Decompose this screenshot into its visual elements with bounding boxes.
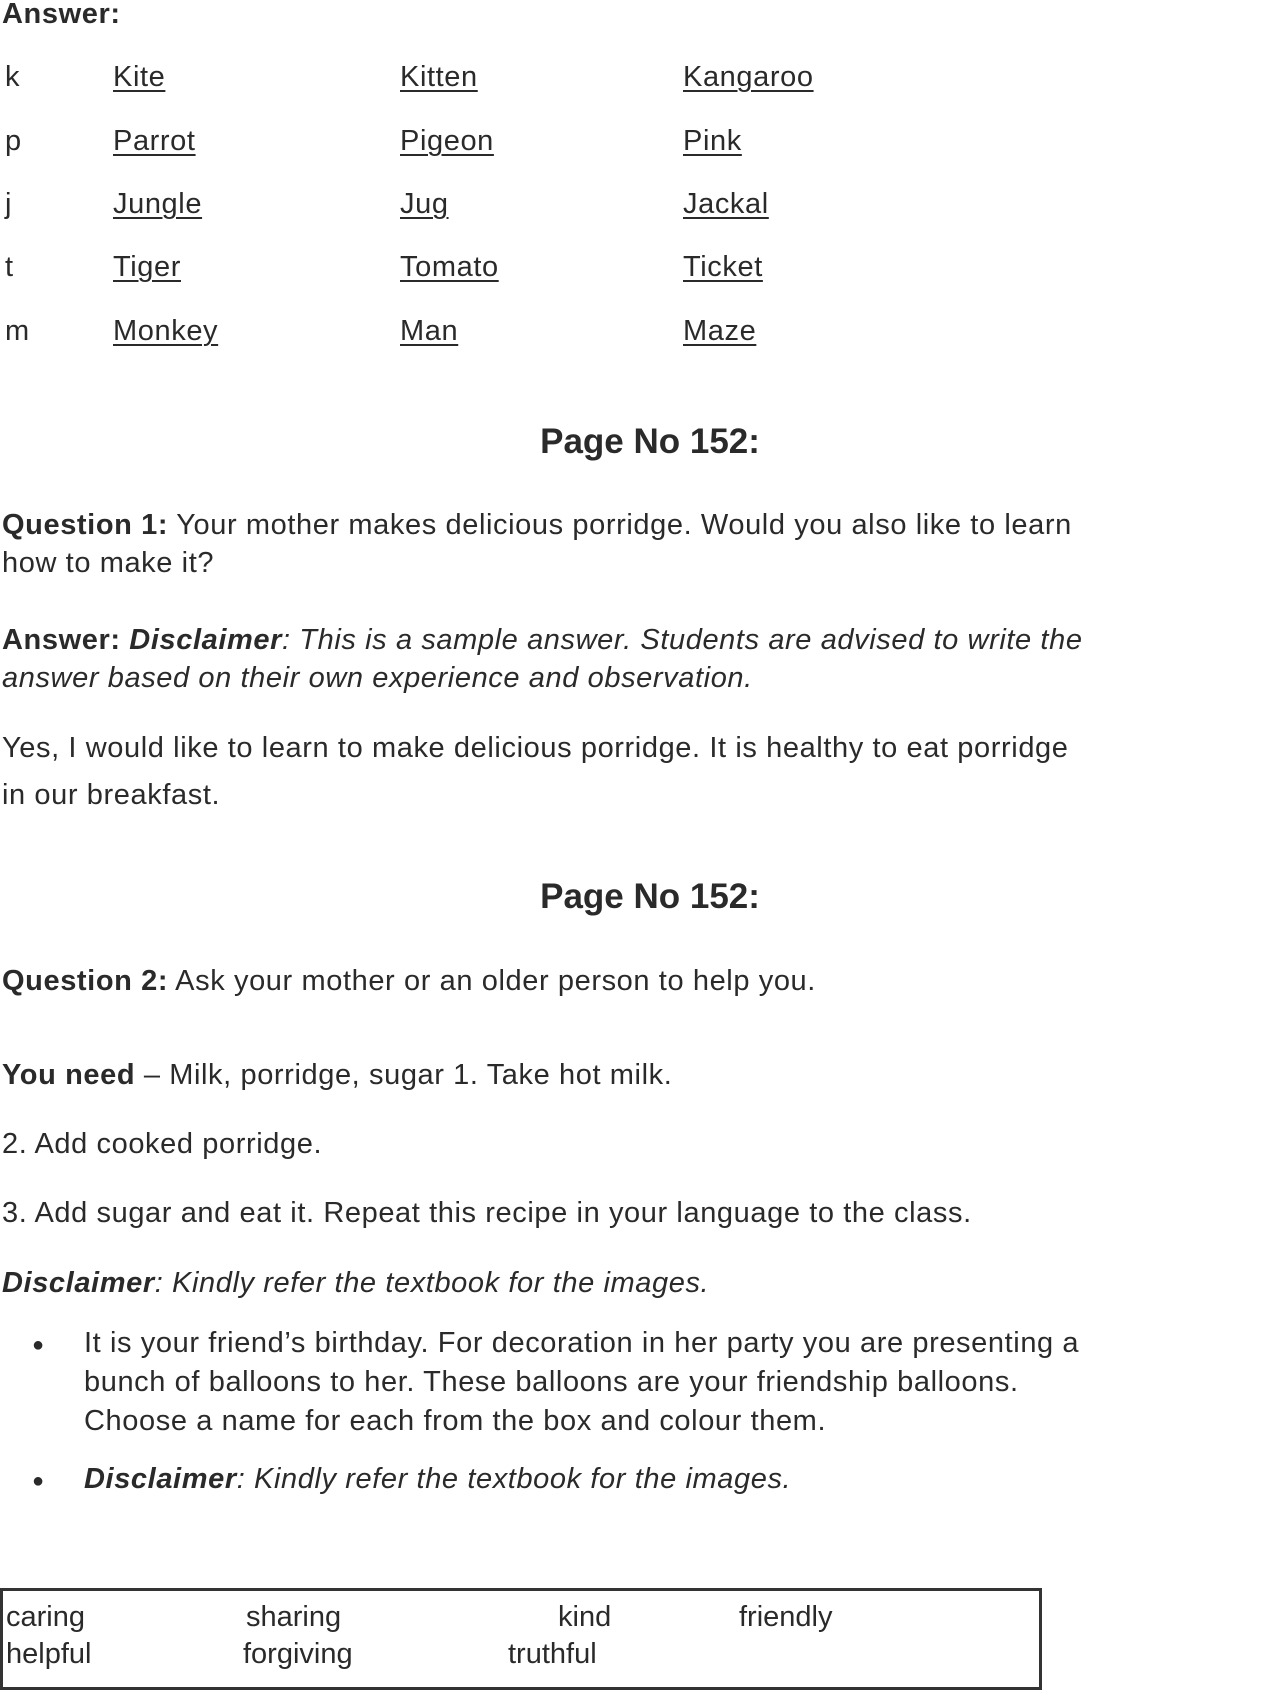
disclaimer-text: : Kindly refer the textbook for the images. xyxy=(154,1267,710,1299)
word: Ticket xyxy=(683,251,763,283)
box-word: helpful xyxy=(6,1638,92,1670)
word: Parrot xyxy=(113,125,196,157)
word: Kitten xyxy=(400,61,478,93)
word: Tomato xyxy=(400,251,499,283)
word: Monkey xyxy=(113,315,219,347)
box-word: caring xyxy=(6,1601,85,1633)
bullet-text: It is your friend’s birthday. For decoration in her party you are presenting a xyxy=(84,1327,1080,1359)
answer-label: Answer: xyxy=(2,0,121,30)
answer-text: Yes, I would like to learn to make delicious porridge. It is healthy to eat porridge xyxy=(2,732,1069,764)
box-word: friendly xyxy=(739,1601,833,1633)
word: Pink xyxy=(683,125,742,157)
word: Jungle xyxy=(113,188,203,220)
word: Kangaroo xyxy=(683,61,814,93)
box-word: truthful xyxy=(508,1638,597,1670)
row-letter: k xyxy=(5,61,21,93)
step-2: 2. Add cooked porridge. xyxy=(2,1128,323,1160)
disclaimer xyxy=(2,1264,709,1302)
disclaimer-text: : Kindly refer the textbook for the images. xyxy=(236,1463,792,1495)
bullet-text: Choose a name for each from the box and colour them. xyxy=(84,1405,827,1437)
question-2 xyxy=(2,962,816,1000)
word: Kite xyxy=(113,61,166,93)
word-box xyxy=(0,1588,1042,1690)
box-word: kind xyxy=(558,1601,612,1633)
bullet-icon: ● xyxy=(32,1470,45,1492)
answer-text-line2: in our breakfast. xyxy=(2,779,221,811)
disclaimer-text: : This is a sample answer. Students are advised to write the xyxy=(281,624,1083,656)
bullet-icon: ● xyxy=(32,1334,45,1356)
you-need xyxy=(2,1056,672,1094)
page-heading: Page No 152: xyxy=(540,877,760,916)
word: Pigeon xyxy=(400,125,494,157)
word: Man xyxy=(400,315,459,347)
question-label: Question 2: xyxy=(2,965,169,997)
word: Jackal xyxy=(683,188,769,220)
box-word: forgiving xyxy=(243,1638,353,1670)
question-text: Your mother makes delicious porridge. Would you also like to learn xyxy=(168,509,1072,541)
answer-label: Answer: xyxy=(2,624,130,656)
row-letter: p xyxy=(5,125,22,157)
word: Tiger xyxy=(113,251,181,283)
question-label: Question 1: xyxy=(2,509,169,541)
disclaimer-label: Disclaimer xyxy=(129,624,282,656)
row-letter: j xyxy=(5,188,13,220)
you-need-label: You need xyxy=(2,1059,136,1091)
row-letter: t xyxy=(5,251,14,283)
you-need-text: – Milk, porridge, sugar 1. Take hot milk. xyxy=(135,1059,673,1091)
question-text: Ask your mother or an older person to help you. xyxy=(168,965,816,997)
bullet-disclaimer xyxy=(84,1460,791,1498)
answer-1-line2: answer based on their own experience and observation. xyxy=(2,662,753,694)
question-1-line2: how to make it? xyxy=(2,547,215,579)
word: Maze xyxy=(683,315,757,347)
page-heading: Page No 152: xyxy=(540,422,760,461)
answer-1 xyxy=(2,621,1083,659)
step-3: 3. Add sugar and eat it. Repeat this recipe in your language to the class. xyxy=(2,1197,972,1229)
disclaimer-label: Disclaimer xyxy=(2,1267,155,1299)
bullet-text: bunch of balloons to her. These balloons are your friendship balloons. xyxy=(84,1366,1019,1398)
box-word: sharing xyxy=(246,1601,342,1633)
disclaimer-label: Disclaimer xyxy=(84,1463,237,1495)
row-letter: m xyxy=(5,315,30,347)
question-1 xyxy=(2,506,1072,544)
word: Jug xyxy=(400,188,449,220)
